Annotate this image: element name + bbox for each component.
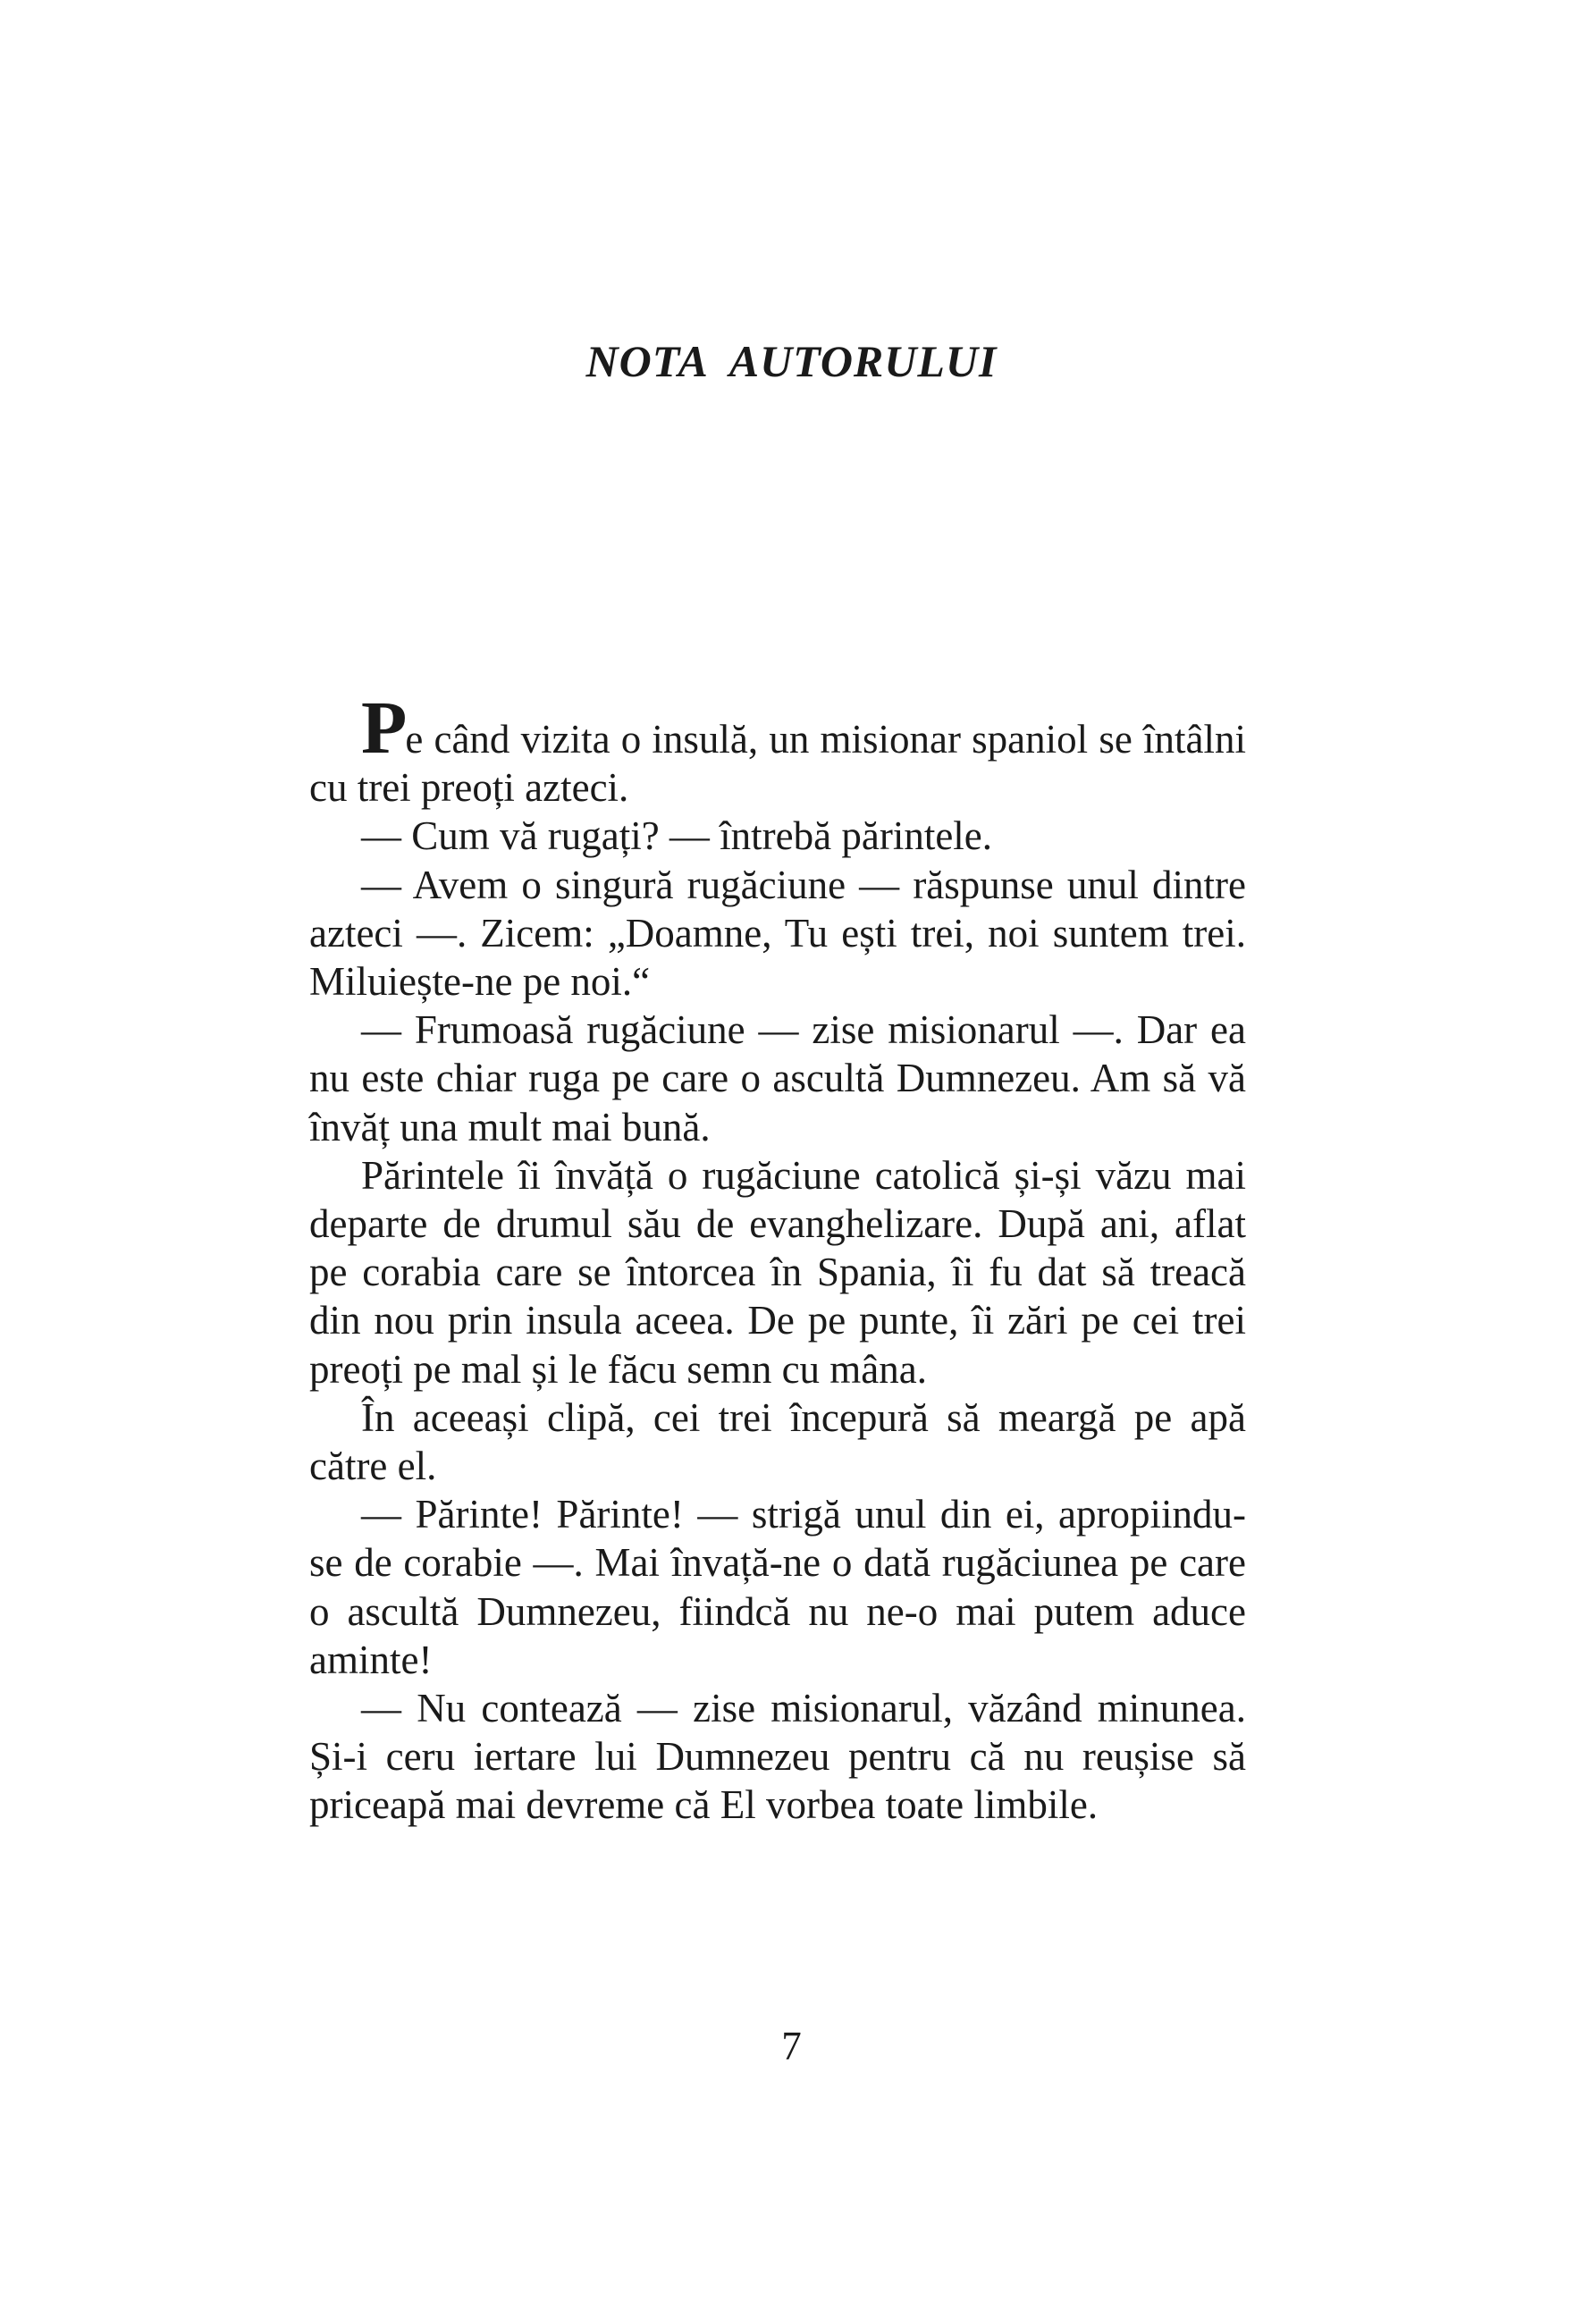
page-title: NOTA AUTORULUI [585,335,998,386]
paragraph-4: — Frumoasă rugăciune — zise misionarul —. Dar ea nu este chiar ruga pe care o ascultă Dumnezeu. Am să vă învăț una mult mai bună. [309,1007,1246,1149]
paragraph-1 [309,686,1246,812]
drop-cap: P [361,686,406,770]
paragraph-8: — Nu contează — zise misionarul, văzând minunea. Și-i ceru iertare lui Dumnezeu pentru că nu reușise să priceapă mai devreme că El vorbea toate limbile. [309,1686,1246,1828]
page-number: 7 [781,2024,802,2068]
paragraph-7: — Părinte! Părinte! — strigă unul din ei, apropiindu-se de corabie —. Mai învață-ne o dată rugăciunea pe care o ascultă Dumnezeu, fiindcă nu ne-o mai putem aduce aminte! [309,1492,1246,1682]
paragraph-5: Părintele îi învăță o rugăciune catolică și-și văzu mai departe de drumul său de evanghelizare. După ani, aflat pe corabia care se întorcea în Spania, îi fu dat să treacă din nou prin insula aceea. De pe punte, îi zări pe cei trei preoți pe mal și le făcu semn cu mâna. [309,1152,1246,1392]
paragraph-2: — Cum vă rugați? — întrebă părintele. [361,813,993,859]
paragraph-6: În aceeași clipă, cei trei începură să meargă pe apă către el. [309,1394,1246,1489]
paragraph-3: — Avem o singură rugăciune — răspunse unul dintre azteci —. Zicem: „Doamne, Tu ești trei, noi suntem trei. Miluiește-ne pe noi.“ [309,862,1246,1005]
body-text [309,686,1246,1830]
paragraph-1-text: e când vizita o insulă, un misionar spaniol se întâlni cu trei preoți azteci. [309,717,1246,811]
